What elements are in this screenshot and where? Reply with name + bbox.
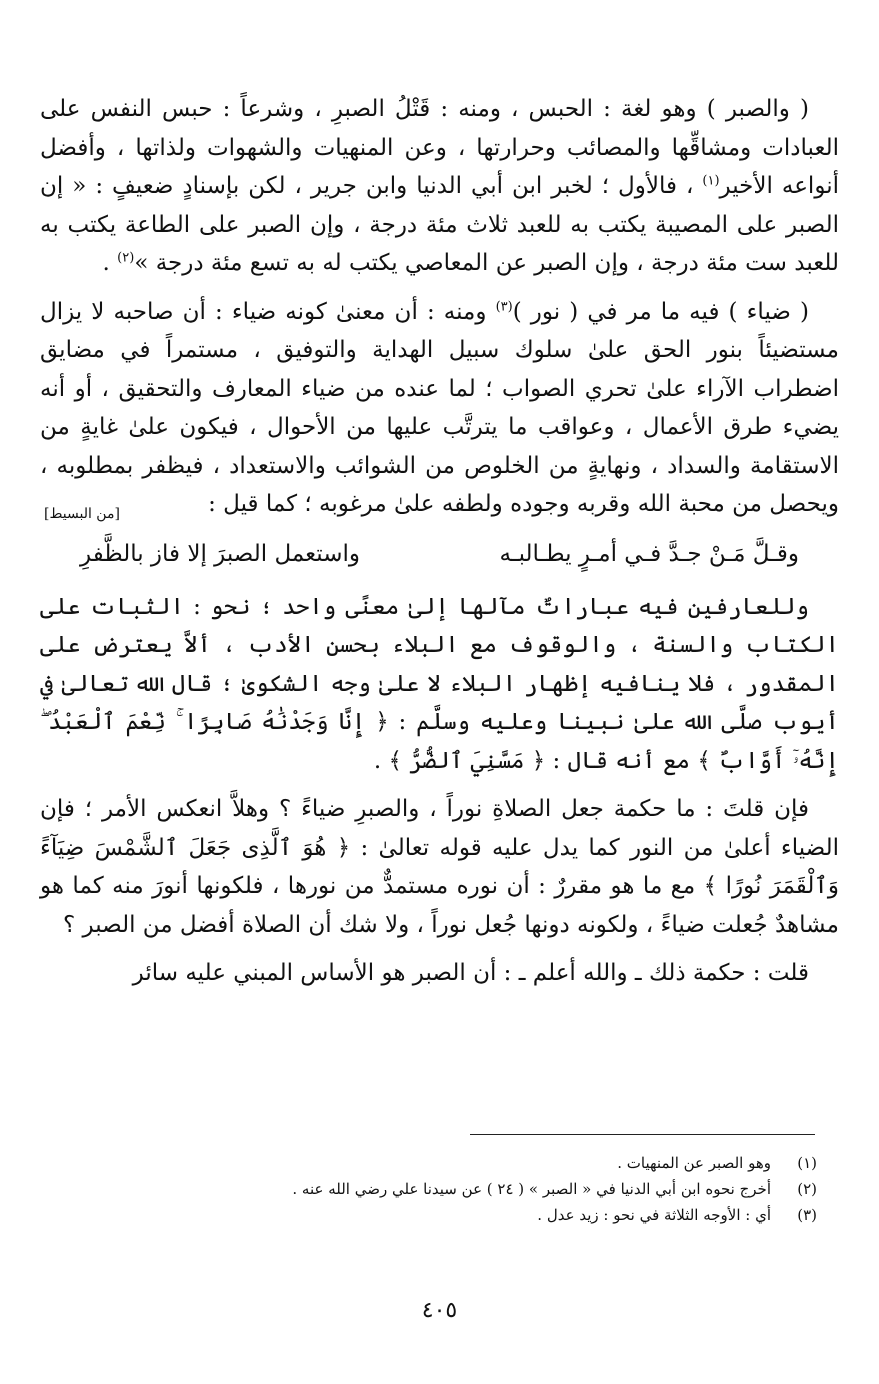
- paragraph-answer: قلت : حكمة ذلك ـ والله أعلم ـ : أن الصبر هو الأساس المبني عليه سائر: [132, 960, 809, 986]
- poetic-meter-label: [من البسيط]: [44, 506, 120, 522]
- footnote-text: أخرج نحوه ابن أبي الدنيا في « الصبر » ( ٢٤ ) عن سيدنا علي رضي الله عنه .: [292, 1180, 771, 1198]
- paragraph-sabr-text-c: .: [102, 250, 118, 276]
- main-text: [40, 90, 839, 1003]
- verse-first-hemistich: وقـلَّ مَـنْ جـدَّ فـي أمـرٍ يطـالبـه: [499, 540, 799, 567]
- paragraph-arifin: وللعارفين فيه عباراتٌ مآلها إلىٰ معنًى واحد ؛ نحو : الثبات على الكتاب والسنة ، والوقوف مع البلاء بحسن الأدب ، ألاَّ يعترض على المقدور ، فلا ينافيه إظهار البلاء لا علىٰ وجه الشكوىٰ ؛ قال الله تعالىٰ في أيوب صلَّى الله علىٰ نبينا وعليه وسلَّم : ﴿ إِنَّا وَجَدْنَٰهُ صَابِرًا ۚ نِّعْمَ ٱلْعَبْدُ ۖ إِنَّهُۥٓ أَوَّابٌ ﴾ مع أنه قال : ﴿ مَسَّنِيَ ٱلضُّرُّ ﴾ .: [40, 593, 839, 774]
- footnote-ref-1[interactable]: (١): [702, 173, 720, 189]
- paragraph-diya-text: ( ضياء ) فيه ما مر في ( نور ): [512, 298, 809, 325]
- paragraph-diya: [40, 293, 839, 524]
- paragraph-sabr: [40, 90, 839, 283]
- footnote-1: [40, 1150, 817, 1176]
- footnote-text: أي : الأوجه الثلاثة في نحو : زيد عدل .: [537, 1206, 771, 1224]
- footnote-text: وهو الصبر عن المنهيات .: [617, 1154, 771, 1172]
- footnote-ref-3[interactable]: (٣): [495, 298, 513, 314]
- paragraph-sabr-text-b: ، فالأول ؛ لخبر ابن أبي الدنيا وابن جرير ، لكن بإسنادٍ ضعيفٍ : « إن الصبر على المصيبة يكتب به للعبد ثلاث مئة درجة ، وإن الصبر على الطاعة يكتب به للعبد ست مئة درجة ، وإن الصبر عن المعاصي يكتب له به تسع مئة درجة »: [40, 173, 839, 276]
- footnotes: [40, 1150, 817, 1228]
- footnote-number: (١): [797, 1154, 817, 1172]
- page-number: ٤٠٥: [421, 1298, 458, 1323]
- poetry-verse: [80, 534, 799, 574]
- paragraph-diya-text-b: ومنه : أن معنىٰ كونه ضياء : أن صاحبه لا يزال مستضيئاً بنور الحق علىٰ سلوك سبيل الهداية والتوفيق ، مستمراً في مضايق اضطراب الآراء علىٰ تحري الصواب ؛ لما عنده من ضياء المعارف والتحقيق ، أو أنه يضيء طرق الأعمال ، وعواقب ما يترتَّب عليها من الأحوال ، فيكون علىٰ غايةٍ من الاستقامة والسداد ، ونهايةٍ من الخلوص من الشوائب والاستعداد ، فيظفر بمطلوبه ، ويحصل من محبة الله وقربه وجوده ولطفه علىٰ مرغوبه ؛ كما قيل :: [40, 298, 839, 517]
- footnote-ref-2[interactable]: (٢): [117, 250, 135, 266]
- footnote-3: [40, 1202, 817, 1228]
- paragraph-sabr-text: ( والصبر ) وهو لغة : الحبس ، ومنه : قَتْلُ الصبرِ ، وشرعاً : حبس النفس على العبادات ومشاقِّها والمصائب وحرارتها ، وعن المنهيات والشهوات ولذاتها ، وأفضل أنواعه الأخير: [40, 96, 839, 199]
- footnote-number: (٢): [797, 1180, 817, 1198]
- verse-second-hemistich: واستعمل الصبرَ إلا فاز بالظَّفرِ: [80, 540, 360, 567]
- footnote-number: (٣): [797, 1206, 817, 1224]
- footnote-divider: [470, 1134, 815, 1135]
- paragraph-question: فإن قلتَ : ما حكمة جعل الصلاةِ نوراً ، والصبرِ ضياءً ؟ وهلاَّ انعكس الأمر ؛ فإن الضياء أعلىٰ من النور كما يدل عليه قوله تعالىٰ : ﴿ هُوَ ٱلَّذِى جَعَلَ ٱلشَّمْسَ ضِيَآءً وَٱلْقَمَرَ نُورًا ﴾ مع ما هو مقررٌ : أن نوره مستمدٌّ من نورها ، فلكونها أنورَ منه كما هو مشاهدٌ جُعلت ضياءً ، ولكونه دونها جُعل نوراً ، ولا شك أن الصلاة أفضل من الصبر ؟: [40, 796, 839, 938]
- footnote-2: [40, 1176, 817, 1202]
